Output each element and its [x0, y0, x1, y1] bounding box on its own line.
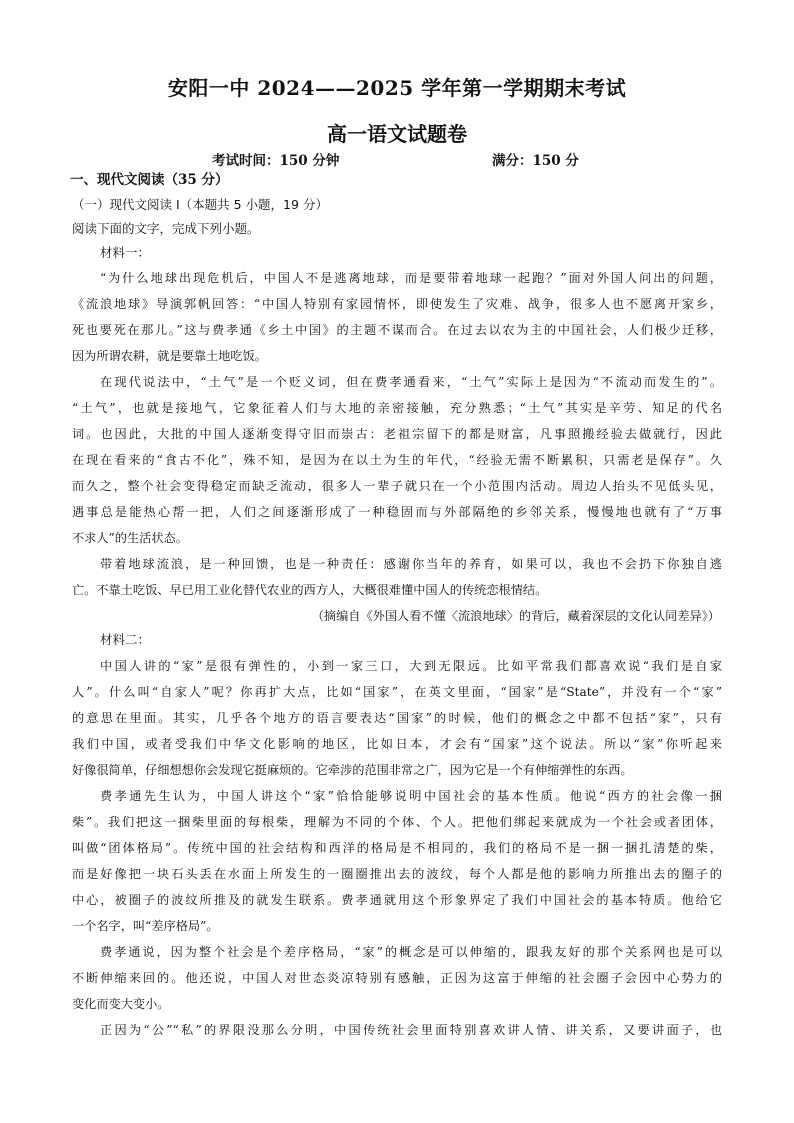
material-one-line: 因为所谓农耕，就是要靠土地吃饭。: [72, 349, 267, 363]
material-one-line: “为什么地球出现危机后，中国人不是逃离地球，而是要带着地球一起跑？”面对外国人问出的问题，: [100, 271, 722, 285]
material-one-line: 亡。不靠土吃饭、早已用工业化替代农业的西方人，大概很难懂中国人的传统恋根情结。: [72, 583, 548, 597]
material-one-source: （摘编自《外国人看不懂〈流浪地球〉的背后，藏着深层的文化认同差异》）: [311, 609, 720, 623]
material-one-line: 在现代说法中，“土气”是一个贬义词，但在费孝通看来，“土气”实际上是因为“不流动而发生的”。: [100, 375, 722, 389]
material-two-line: 中心，被圈子的波纹所推及的就发生联系。费孝通就用这个形象界定了我们中国社会的基本特质。他给它: [72, 893, 722, 907]
material-two-line: 费孝通先生认为，中国人讲这个“家”恰恰能够说明中国社会的基本性质。他说“西方的社会像一捆: [100, 789, 722, 803]
exam-title: 安阳一中 2024——2025 学年第一学期期末考试: [167, 76, 627, 100]
material-two-line: 中国人讲的“家”是很有弹性的，小到一家三口，大到无限远。比如平常我们都喜欢说“我们是自家: [100, 659, 722, 673]
material-two-line: 柴”。我们把这一捆柴里面的每根柴，理解为不同的个体、个人。把他们绑起来就成为一个社会或者团体，: [72, 815, 722, 829]
material-two-line: 一个名字，叫“差序格局”。: [72, 919, 219, 933]
material-one-line: 死也要死在那儿。”这与费孝通《乡土中国》的主题不谋而合。在过去以农为主的中国社会，人们极少迁移，: [72, 323, 722, 337]
material-one-line: 遇事总是能热心帮一把，人们之间逐渐形成了一种稳固而与外部隔绝的乡邻关系，慢慢地也就有了“万事: [72, 505, 722, 519]
material-one-line: 带着地球流浪，是一种回馈，也是一种责任：感谢你当年的养育，如果可以，我也不会扔下你独自逃: [100, 557, 722, 571]
material-one-line: 词。也因此，大批的中国人逐渐变得守旧而崇古：老祖宗留下的都是财富，凡事照搬经验去做就行，因此: [72, 427, 722, 441]
material-two-line: 不断伸缩来回的。他还说，中国人对世态炎凉特别有感触，正因为这富于伸缩的社会圈子会因中心势力的: [72, 971, 722, 985]
material-one-line: 而久之，整个社会变得稳定而缺乏流动，很多人一辈子就只在一个小范围内活动。周边人抬头不见低头见，: [72, 479, 722, 493]
material-two-label: 材料二：: [100, 632, 151, 647]
material-two-line: 我们中国，或者受我们中华文化影响的地区，比如日本，才会有“国家”这个说法。所以“家”你听起来: [72, 737, 722, 751]
material-two-line: 费孝通说，因为整个社会是个差序格局，“家”的概念是可以伸缩的，跟我友好的那个关系网也是可以: [100, 945, 722, 959]
material-two-line: 的意思在里面。其实，几乎各个地方的语言要表达“国家”的时候，他们的概念之中都不包括“家”，只有: [72, 711, 722, 725]
material-two-line: 好像很简单，仔细想想你会发现它挺麻烦的。它牵涉的范围非常之广，因为它是一个有伸缩弹性的东西。: [72, 763, 633, 777]
section-heading: 一、现代文阅读（35 分）: [70, 172, 229, 188]
material-one-line: 不求人”的生活状态。: [72, 531, 188, 545]
material-two-line: 正因为“公”“私”的界限没那么分明，中国传统社会里面特别喜欢讲人情、讲关系，又要讲面子，也: [100, 1023, 722, 1037]
reading-instruction: 阅读下面的文字，完成下列小题。: [72, 221, 260, 236]
exam-time: 考试时间：150 分钟: [212, 153, 340, 169]
exam-subtitle: 高一语文试题卷: [327, 122, 467, 146]
material-two-line: 叫做“团体格局”。传统中国的社会结构和西洋的格局是不相同的，我们的格局不是一捆一捆扎清楚的柴，: [72, 841, 722, 855]
full-score: 满分：150 分: [492, 153, 579, 169]
material-two-line: 人”。什么叫“自家人”呢？你再扩大点，比如“国家”，在英文里面，“国家”是“State”，并没有一个“家”: [72, 685, 722, 699]
material-one-line: 在现在看来的“食古不化”，殊不知，是因为在以土为生的年代，“经验无需不断累积，只需老是保存”。久: [72, 453, 722, 467]
material-one-label: 材料一：: [100, 245, 151, 260]
subsection-heading: （一）现代文阅读 I（本题共 5 小题，19 分）: [72, 197, 328, 212]
material-one-line: “土气”，也就是接地气，它象征着人们与大地的亲密接触，充分熟悉；“土气”其实是辛劳、知足的代名: [72, 401, 722, 415]
material-two-line: 变化而变大变小。: [72, 997, 170, 1011]
material-one-line: 《流浪地球》导演郭帆回答：“中国人特别有家园情怀，即使发生了灾难、战争，很多人也不愿离开家乡，: [72, 297, 722, 311]
material-two-line: 而是好像把一块石头丢在水面上所发生的一圈圈推出去的波纹，每个人都是他的影响力所推出去的圈子的: [72, 867, 722, 881]
